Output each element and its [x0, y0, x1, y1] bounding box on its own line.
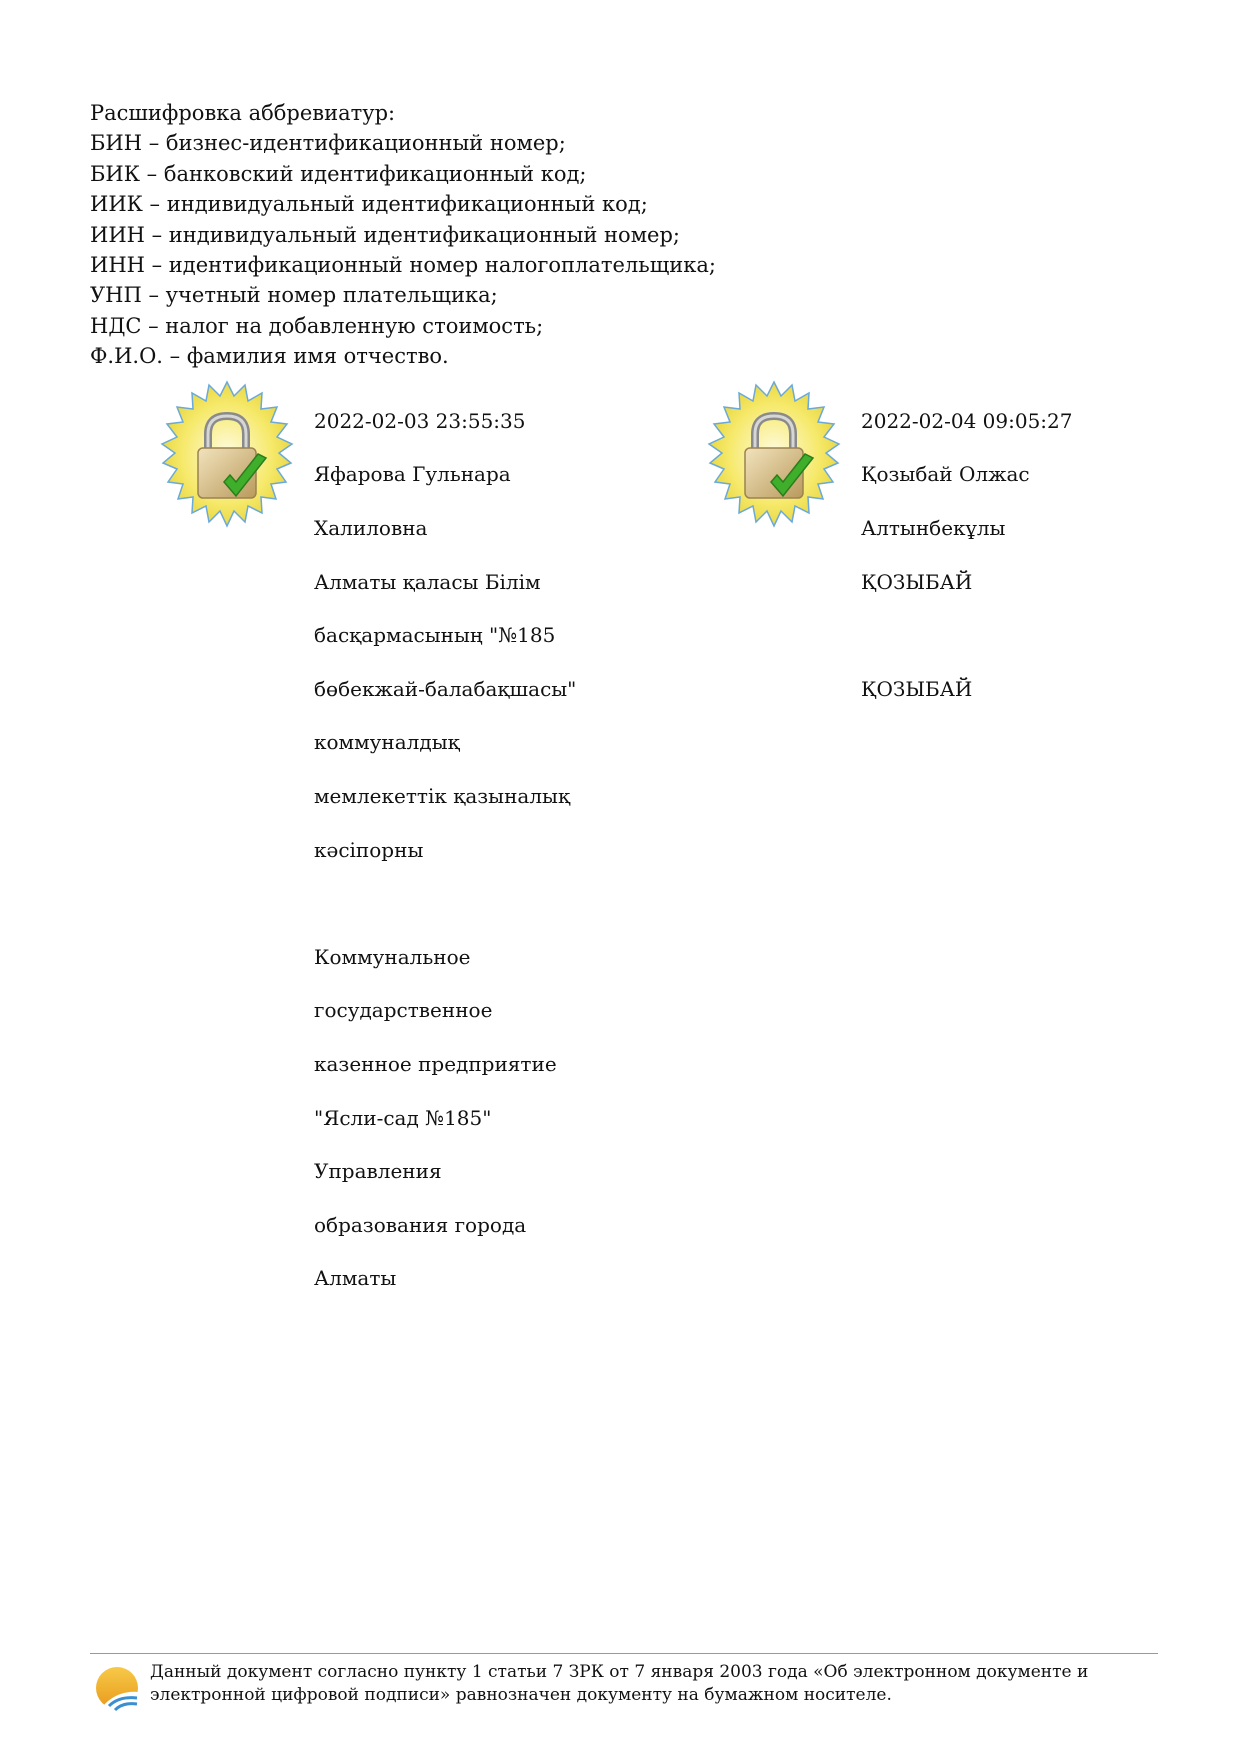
footer-line: Данный документ согласно пункту 1 статьи 7 ЗРК от 7 января 2003 года «Об электронном документе и [150, 1662, 1089, 1682]
spacer [861, 622, 1161, 649]
org-name-ru-line: Алматы [314, 1266, 397, 1291]
abbreviations-block [90, 98, 716, 372]
abbreviation-item: Ф.И.О. – фамилия имя отчество. [90, 344, 449, 369]
org-name-ru-line: Управления [314, 1159, 442, 1184]
org-name-kz-line: Алматы қаласы Білім [314, 569, 541, 594]
signature-timestamp: 2022-02-04 09:05:27 [861, 408, 1073, 433]
abbreviation-item: БИК – банковский идентификационный код; [90, 161, 587, 186]
org-name-ru-line: государственное [314, 998, 493, 1023]
abbreviation-item: БИН – бизнес-идентификационный номер; [90, 131, 566, 156]
org-name-kz-line: басқармасының "№185 [314, 623, 556, 648]
org-name-kz-line: коммуналдық [314, 730, 460, 755]
abbreviation-item: ИНН – идентификационный номер налогоплательщика; [90, 253, 716, 278]
abbreviation-item: ИИН – индивидуальный идентификационный номер; [90, 222, 680, 247]
org-name-kz-line: мемлекеттік қазыналық [314, 783, 571, 808]
verified-lock-seal-icon [697, 380, 851, 534]
egov-logo-icon [93, 1662, 145, 1714]
signer-patronymic: Алтынбекұлы [861, 515, 1006, 540]
org-name-ru-line: Коммунальное [314, 944, 471, 969]
signature-info [861, 381, 1161, 729]
footer-line: электронной цифровой подписи» равнозначен документу на бумажном носителе. [150, 1685, 892, 1705]
org-name-ru-line: "Ясли-сад №185" [314, 1105, 492, 1130]
abbreviation-item: УНП – учетный номер плательщика; [90, 283, 498, 308]
org-name-ru-line: казенное предприятие [314, 1051, 557, 1076]
org-name-ru-line: ҚОЗЫБАЙ [861, 676, 973, 701]
abbreviation-item: НДС – налог на добавленную стоимость; [90, 313, 544, 338]
spacer [314, 890, 594, 917]
footer-legal-notice [150, 1661, 1160, 1707]
signer-patronymic: Халиловна [314, 515, 428, 540]
footer-divider [90, 1653, 1158, 1654]
org-name-kz-line: бөбекжай-балабақшасы" [314, 676, 577, 701]
signature-info [314, 381, 594, 1319]
signer-name: Қозыбай Олжас [861, 462, 1030, 487]
verified-lock-seal-icon [150, 380, 304, 534]
org-name-kz-line: ҚОЗЫБАЙ [861, 569, 973, 594]
signer-name: Яфарова Гульнара [314, 462, 511, 487]
abbreviations-heading: Расшифровка аббревиатур: [90, 101, 396, 125]
abbreviation-item: ИИК – индивидуальный идентификационный код; [90, 192, 648, 217]
org-name-ru-line: образования города [314, 1212, 527, 1237]
org-name-kz-line: кәсіпорны [314, 837, 424, 862]
signature-timestamp: 2022-02-03 23:55:35 [314, 408, 526, 433]
